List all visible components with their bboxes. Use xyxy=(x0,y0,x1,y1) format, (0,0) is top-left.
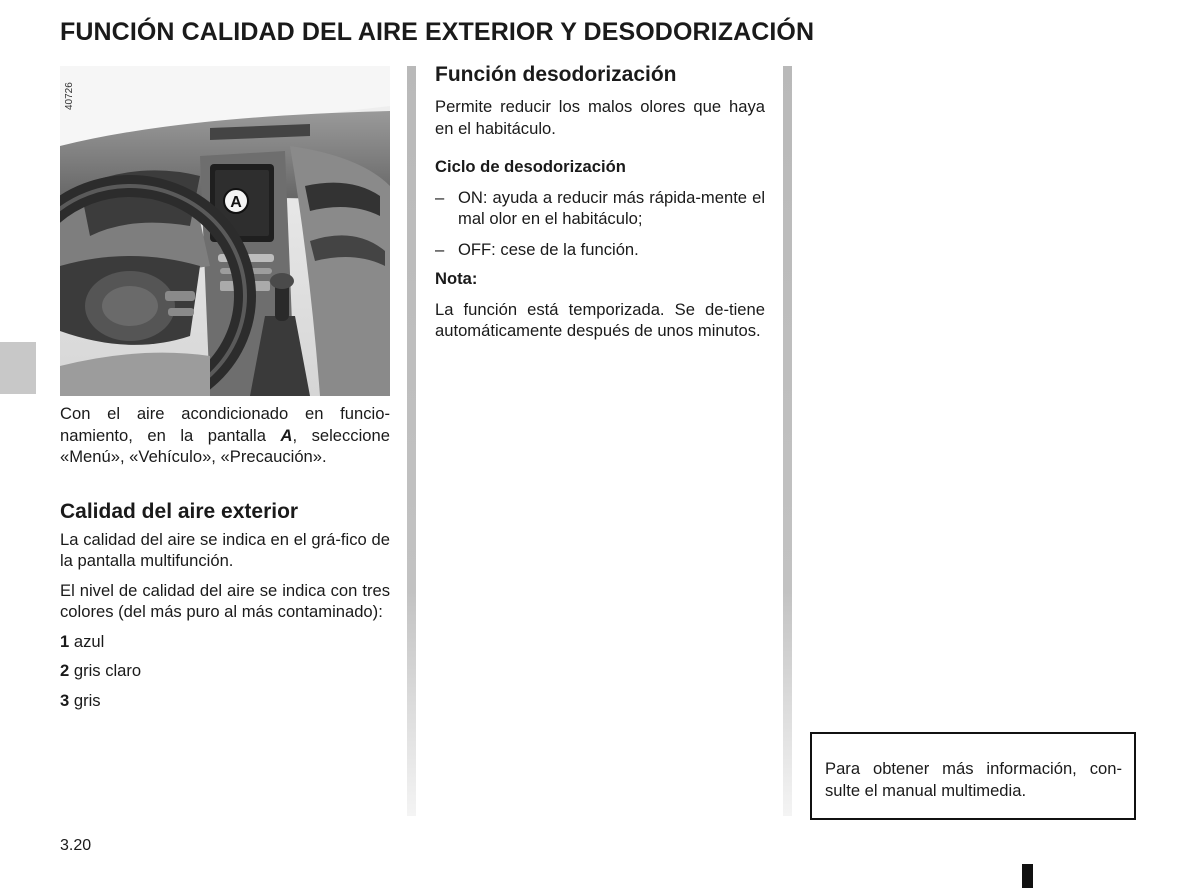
left-column xyxy=(60,403,390,711)
right-column xyxy=(435,62,765,342)
intro-paragraph: Con el aire acondicionado en funcio-namiento, en la pantalla A, seleccione «Menú», «Vehículo», «Precaución». xyxy=(60,404,390,466)
page-number: 3.20 xyxy=(60,837,92,854)
level-item: 3 gris xyxy=(60,690,101,710)
section-marker xyxy=(1022,864,1033,888)
air-quality-paragraph-1: La calidad del aire se indica en el grá-fico de la pantalla multifunción. xyxy=(60,529,390,570)
chapter-tab xyxy=(0,342,36,394)
list-item: – ON: ayuda a reducir más rápida-mente el mal olor en el habitáculo; xyxy=(435,187,765,228)
page-title: FUNCIÓN CALIDAD DEL AIRE EXTERIOR Y DESODORIZACIÓN xyxy=(60,18,815,46)
level-item: 2 gris claro xyxy=(60,661,142,680)
section-title-deodorization: Función desodorización xyxy=(435,63,677,86)
screen-reference-a: A xyxy=(280,425,293,445)
list-item: – OFF: cese de la función. xyxy=(435,239,639,259)
info-box-text: Para obtener más información, con-sulte el manual multimedia. xyxy=(825,759,1122,800)
deodorization-paragraph: Permite reducir los malos olores que haya en el habitáculo. xyxy=(435,97,765,138)
figure-code: 40726 xyxy=(64,82,75,110)
level-item: 1 azul xyxy=(60,631,105,651)
note-text: La función está temporizada. Se de-tiene automáticamente después de unos minutos. xyxy=(435,299,765,340)
callout-a: A xyxy=(230,194,242,211)
column-divider-left xyxy=(407,66,416,816)
column-divider-right xyxy=(783,66,792,816)
section-title-air-quality: Calidad del aire exterior xyxy=(60,499,299,523)
info-box xyxy=(810,732,1136,820)
note-label: Nota: xyxy=(435,269,478,288)
dashboard-illustration xyxy=(60,66,390,396)
deodorization-cycle-subtitle: Ciclo de desodorización xyxy=(435,157,626,176)
air-quality-paragraph-2: El nivel de calidad del aire se indica con tres colores (del más puro al más contaminado): xyxy=(60,580,390,621)
